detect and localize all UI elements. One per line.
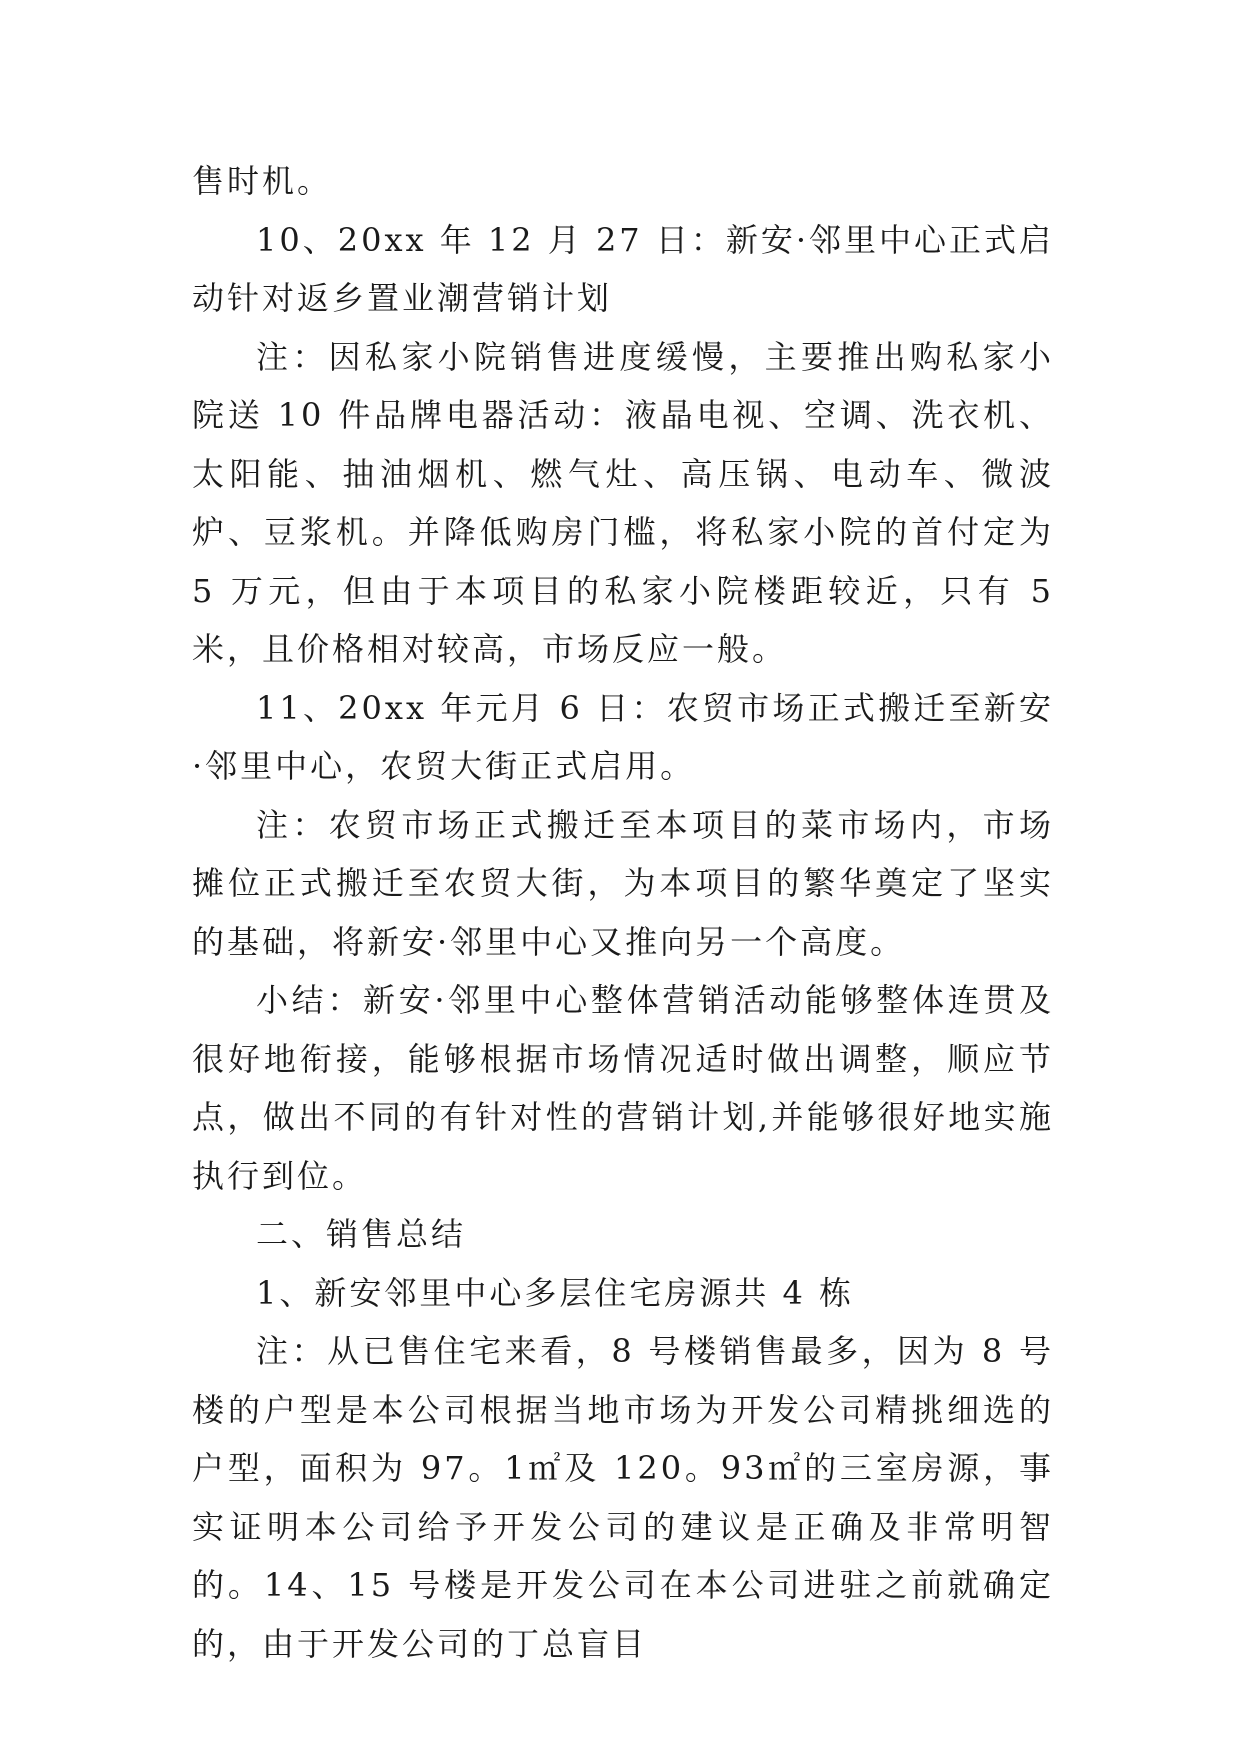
- paragraph-note-market: 注：农贸市场正式搬迁至本项目的菜市场内，市场摊位正式搬迁至农贸大街，为本项目的繁华奠定了坚实的基础，将新安·邻里中心又推向另一个高度。: [192, 805, 1054, 961]
- paragraph-summary: 小结：新安·邻里中心整体营销活动能够整体连贯及很好地衔接，能够根据市场情况适时做出调整，顺应节点，做出不同的有针对性的营销计划,并能够很好地实施执行到位。: [192, 981, 1054, 1195]
- paragraph-item-10: 10、20xx 年 12 月 27 日：新安·邻里中心正式启动针对返乡置业潮营销计划: [192, 220, 1055, 317]
- section-heading-sales-summary: 二、销售总结: [256, 1215, 467, 1253]
- paragraph-sales-item-1: 1、新安邻里中心多层住宅房源共 4 栋: [256, 1273, 855, 1312]
- document-body: [192, 152, 1054, 1673]
- paragraph-item-11: 11、20xx 年元月 6 日：农贸市场正式搬迁至新安·邻里中心，农贸大街正式启用。: [192, 688, 1054, 785]
- paragraph-note-courtyard: 注：因私家小院销售进度缓慢，主要推出购私家小院送 10 件品牌电器活动：液晶电视、空调、洗衣机、太阳能、抽油烟机、燃气灶、高压锅、电动车、微波炉、豆浆机。并降低购房门槛，将私家小院的首付定为 5 万元，但由于本项目的私家小院楼距较近，只有 5 米，且价格相对较高，市场反应一般。: [192, 337, 1054, 668]
- paragraph-continuation: 售时机。: [192, 162, 333, 200]
- paragraph-note-sales: 注：从已售住宅来看，8 号楼销售最多，因为 8 号楼的户型是本公司根据当地市场为开发公司精挑细选的户型，面积为 97。1㎡及 120。93㎡的三室房源，事实证明本公司给予开发公司的建议是正确及非常明智的。14、15 号楼是开发公司在本公司进驻之前就确定的，由于开发公司的丁总盲目: [192, 1332, 1054, 1663]
